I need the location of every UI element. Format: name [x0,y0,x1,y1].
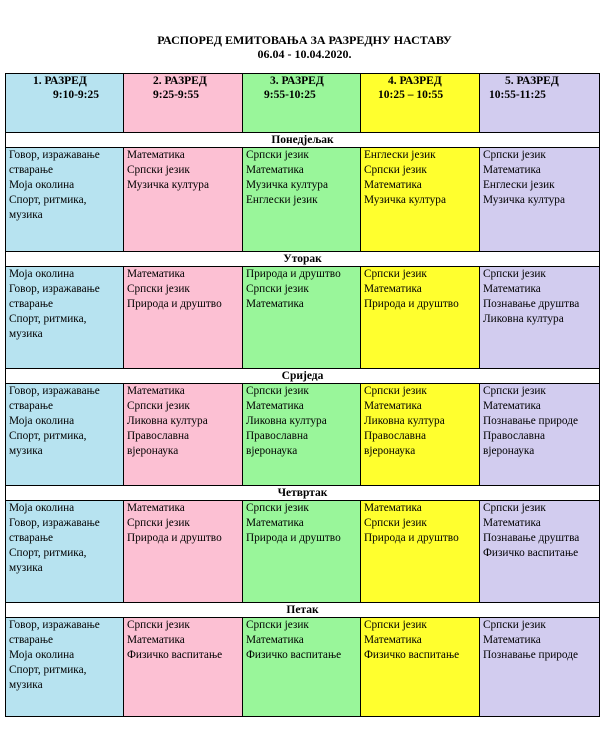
subject-entry: Музичка култура [364,194,446,206]
subject-entry: Српски језик [127,400,190,412]
day-header-row [6,252,600,267]
subject-entry: Говор, изражавање стварање [9,385,100,412]
grade-4-subjects-cell [361,618,480,717]
subject-entry: Математика [246,298,304,310]
grade-3-subjects-cell [243,148,361,252]
day-subjects-row [6,148,600,252]
header-grade-5 [480,74,600,133]
header-grade-label: 5. РАЗРЕД [505,75,559,87]
subject-entry: Математика [127,502,185,514]
grade-1-subjects-cell [6,501,124,603]
subject-entry: Познавање друштва [483,298,580,310]
grade-1-subjects-cell [6,618,124,717]
day-subjects-row [6,618,600,717]
subject-entry: Моја околина [9,502,75,514]
subject-entry: Математика [246,400,304,412]
subject-entry: Моја околина [9,268,75,280]
day-subjects-row [6,384,600,486]
grade-2-subjects-cell [124,618,243,717]
subject-entry: Српски језик [127,283,190,295]
header-grade-label: 3. РАЗРЕД [270,75,324,87]
grade-2-subjects-cell [124,148,243,252]
subject-entry: Познавање природе [483,649,579,661]
title-line-1: РАСПОРЕД ЕМИТОВАЊА ЗА РАЗРЕДНУ НАСТАВУ [157,33,452,47]
grade-4-subjects-cell [361,148,480,252]
document-title [0,33,609,61]
header-grade-2 [124,74,243,133]
subject-entry: Српски језик [127,164,190,176]
subject-entry: Српски језик [483,619,546,631]
grade-5-subjects-cell [480,148,600,252]
subject-entry: Моја околина [9,649,75,661]
subject-entry: Православна вјеронаука [127,430,190,457]
grade-1-subjects-cell [6,267,124,369]
subject-entry: Српски језик [364,517,427,529]
subject-entry: Математика [483,634,541,646]
header-time-slot: 9:25-9:55 [153,89,199,101]
subject-entry: Православна вјеронаука [364,430,427,457]
day-subjects-row [6,267,600,369]
grade-5-subjects-cell [480,267,600,369]
subject-entry: Ликовна култура [127,415,208,427]
subject-entry: Српски језик [246,502,309,514]
grade-3-subjects-cell [243,618,361,717]
subject-entry: Познавање природе [483,415,579,427]
subject-entry: Енглески језик [364,149,436,161]
header-grade-1 [6,74,124,133]
subject-entry: Ликовна култура [364,415,445,427]
subject-entry: Моја околина [9,415,75,427]
header-row [6,74,600,133]
grade-3-subjects-cell [243,501,361,603]
subject-entry: Музичка култура [483,194,565,206]
subject-entry: Српски језик [483,502,546,514]
subject-entry: Српски језик [483,385,546,397]
subject-entry: Српски језик [246,619,309,631]
subject-entry: Физичко васпитање [246,649,342,661]
subject-entry: Математика [364,502,422,514]
subject-entry: Српски језик [246,149,309,161]
subject-entry: Говор, изражавање стварање [9,283,100,310]
day-header-row [6,133,600,148]
grade-3-subjects-cell [243,267,361,369]
header-grade-3 [243,74,361,133]
subject-entry: Спорт, ритмика, музика [9,664,87,691]
day-name: Четвртак [6,486,600,501]
grade-5-subjects-cell [480,384,600,486]
subject-entry: Музичка култура [127,179,209,191]
subject-entry: Српски језик [127,517,190,529]
subject-entry: Природа и друштво [246,268,341,280]
subject-entry: Математика [483,164,541,176]
subject-entry: Спорт, ритмика, музика [9,313,87,340]
header-time-slot: 10:25 – 10:55 [378,89,444,101]
day-name: Петак [6,603,600,618]
subject-entry: Говор, изражавање стварање [9,517,100,544]
subject-entry: Математика [127,268,185,280]
header-time-slot: 10:55-11:25 [489,89,546,101]
subject-entry: Српски језик [364,164,427,176]
day-name: Уторак [6,252,600,267]
subject-entry: Православна вјеронаука [246,430,309,457]
day-name: Понедјељак [6,133,600,148]
day-header-row [6,369,600,384]
schedule-body [6,133,600,717]
day-header-row [6,603,600,618]
subject-entry: Математика [364,283,422,295]
subject-entry: Математика [127,385,185,397]
subject-entry: Природа и друштво [364,532,459,544]
subject-entry: Српски језик [246,283,309,295]
subject-entry: Ликовна култура [483,313,564,325]
subject-entry: Математика [483,283,541,295]
subject-entry: Српски језик [127,619,190,631]
subject-entry: Природа и друштво [127,532,222,544]
grade-5-subjects-cell [480,618,600,717]
subject-entry: Физичко васпитање [483,547,579,559]
subject-entry: Природа и друштво [246,532,341,544]
grade-2-subjects-cell [124,384,243,486]
subject-entry: Моја околина [9,179,75,191]
day-name: Сриједа [6,369,600,384]
subject-entry: Математика [246,517,304,529]
subject-entry: Спорт, ритмика, музика [9,430,87,457]
subject-entry: Ликовна култура [246,415,327,427]
subject-entry: Математика [364,400,422,412]
grade-3-subjects-cell [243,384,361,486]
subject-entry: Православна вјеронаука [483,430,546,457]
grade-4-subjects-cell [361,267,480,369]
grade-1-subjects-cell [6,384,124,486]
subject-entry: Спорт, ритмика, музика [9,194,87,221]
subject-entry: Математика [246,634,304,646]
subject-entry: Математика [127,149,185,161]
subject-entry: Математика [246,164,304,176]
subject-entry: Природа и друштво [127,298,222,310]
day-subjects-row [6,501,600,603]
subject-entry: Математика [364,634,422,646]
grade-2-subjects-cell [124,267,243,369]
subject-entry: Српски језик [483,268,546,280]
subject-entry: Математика [483,400,541,412]
subject-entry: Музичка култура [246,179,328,191]
header-time-slot: 9:55-10:25 [264,89,316,101]
subject-entry: Српски језик [246,385,309,397]
grade-4-subjects-cell [361,384,480,486]
header-grade-label: 1. РАЗРЕД [33,75,87,87]
schedule-table [5,73,600,717]
subject-entry: Говор, изражавање стварање [9,149,100,176]
grade-2-subjects-cell [124,501,243,603]
grade-5-subjects-cell [480,501,600,603]
subject-entry: Математика [364,179,422,191]
grade-4-subjects-cell [361,501,480,603]
subject-entry: Познавање друштва [483,532,580,544]
subject-entry: Говор, изражавање стварање [9,619,100,646]
title-date-range: 06.04 - 10.04.2020. [257,47,352,61]
grade-1-subjects-cell [6,148,124,252]
subject-entry: Енглески језик [483,179,555,191]
subject-entry: Спорт, ритмика, музика [9,547,87,574]
header-grade-label: 4. РАЗРЕД [388,75,442,87]
subject-entry: Природа и друштво [364,298,459,310]
header-grade-4 [361,74,480,133]
subject-entry: Математика [483,517,541,529]
subject-entry: Српски језик [364,619,427,631]
header-grade-label: 2. РАЗРЕД [153,75,207,87]
header-time-slot: 9:10-9:25 [53,89,99,101]
subject-entry: Српски језик [364,268,427,280]
subject-entry: Енглески језик [246,194,318,206]
subject-entry: Српски језик [364,385,427,397]
subject-entry: Математика [127,634,185,646]
subject-entry: Физичко васпитање [364,649,460,661]
subject-entry: Српски језик [483,149,546,161]
subject-entry: Физичко васпитање [127,649,223,661]
day-header-row [6,486,600,501]
